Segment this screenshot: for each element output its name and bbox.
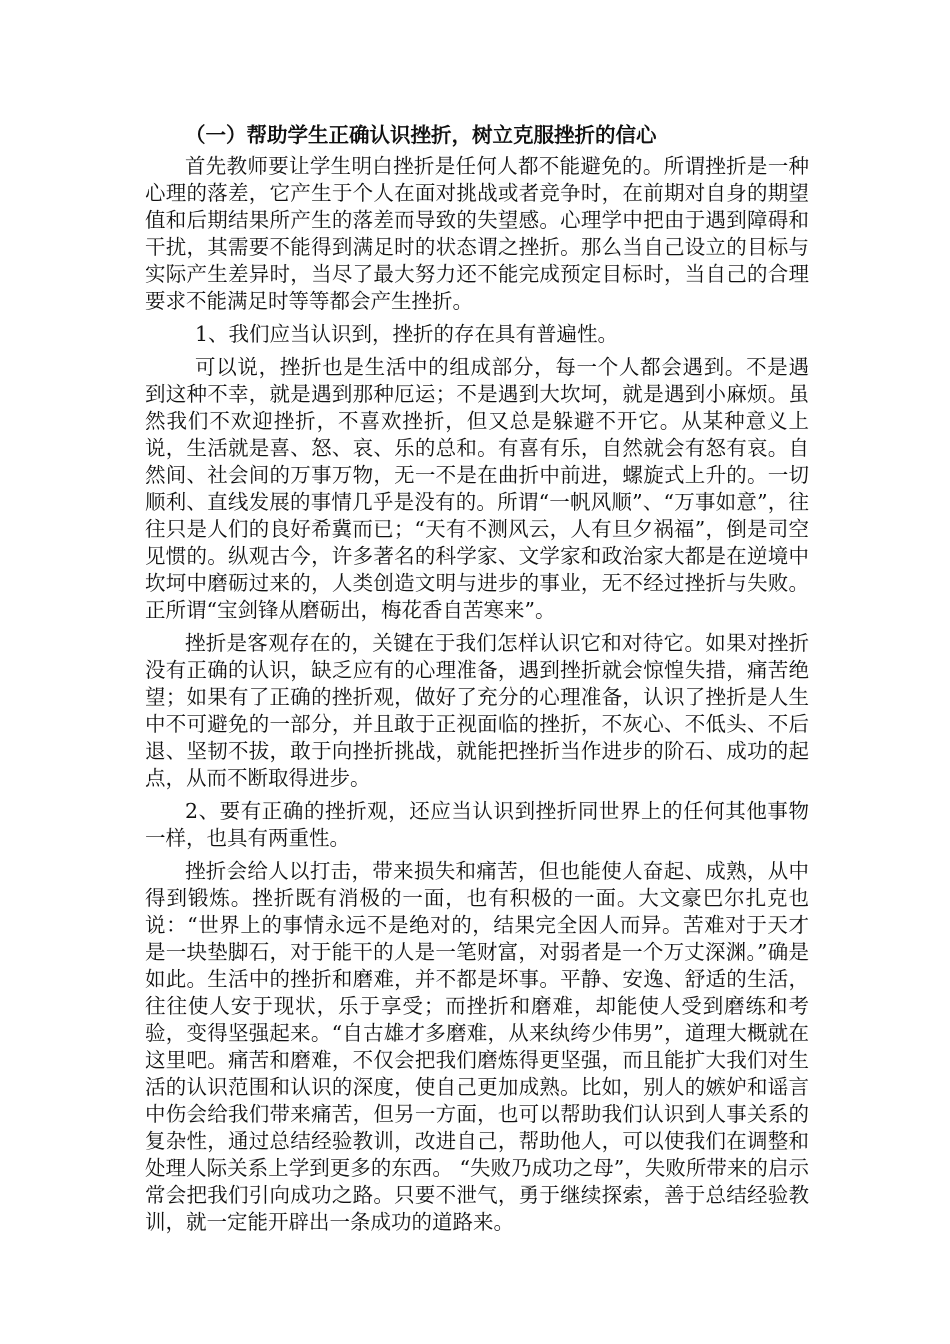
paragraph-universality: 可以说，挫折也是生活中的组成部分，每一个人都会遇到。不是遇到这种不幸，就是遇到那种厄运；不是遇到大坎坷，就是遇到小麻烦。虽然我们不欢迎挫折，不喜欢挫折，但又总是躲避不开它。从某种意义上说，生活就是喜、怒、哀、乐的总和。有喜有乐，自然就会有怒有哀。自然间、社会间的万事万物，无一不是在曲折中前进，螺旋式上升的。一切顺利、直线发展的事情几乎是没有的。所谓“一帆风顺”、“万事如意”，往往只是人们的良好希冀而已；“天有不测风云，人有旦夕祸福”，倒是司空见惯的。纵观古今，许多著名的科学家、文学家和政治家大都是在逆境中坎坷中磨砺过来的，人类创造文明与进步的事业，无不经过挫折与失败。正所谓“宝剑锋从磨砺出，梅花香自苦寒来”。 <box>145 355 809 622</box>
paragraph-attitude: 挫折是客观存在的，关键在于我们怎样认识它和对待它。如果对挫折没有正确的认识，缺乏应有的心理准备，遇到挫折就会惊惶失措，痛苦绝望；如果有了正确的挫折观，做好了充分的心理准备，认识了挫折是人生中不可避免的一部分，并且敢于正视面临的挫折，不灰心、不低头、不后退、坚韧不拔，敢于向挫折挑战，就能把挫折当作进步的阶石、成功的起点，从而不断取得进步。 <box>145 631 809 790</box>
paragraph-intro: 首先教师要让学生明白挫折是任何人都不能避免的。所谓挫折是一种心理的落差，它产生于个人在面对挑战或者竞争时，在前期对自身的期望值和后期结果所产生的落差而导致的失望感。心理学中把由于遇到障碍和干扰，其需要不能得到满足时的状态谓之挫折。那么当自己设立的目标与实际产生差异时，当尽了最大努力还不能完成预定目标时，当自己的合理要求不能满足时等等都会产生挫折。 <box>145 154 809 313</box>
paragraph-duality: 挫折会给人以打击，带来损失和痛苦，但也能使人奋起、成熟，从中得到锻炼。挫折既有消极的一面，也有积极的一面。大文豪巴尔扎克也说：“世界上的事情永远不是绝对的，结果完全因人而异。苦难对于天才是一块垫脚石，对于能干的人是一笔财富，对弱者是一个万丈深渊。”确是如此。生活中的挫折和磨难，并不都是坏事。平静、安逸、舒适的生活，往往使人安于现状，乐于享受；而挫折和磨难，却能使人受到磨练和考验，变得坚强起来。“自古雄才多磨难，从来纨绔少伟男”，道理大概就在这里吧。痛苦和磨难，不仅会把我们磨炼得更坚强，而且能扩大我们对生活的认识范围和认识的深度，使自己更加成熟。比如，别人的嫉妒和谣言中伤会给我们带来痛苦，但另一方面，也可以帮助我们认识到人事关系的复杂性，通过总结经验教训，改进自己，帮助他人，可以使我们在调整和处理人际关系上学到更多的东西。 “失败乃成功之母”，失败所带来的启示常会把我们引向成功之路。只要不泄气，勇于继续探索，善于总结经验教训，就一定能开辟出一条成功的道路来。 <box>145 859 809 1234</box>
point-1-heading: 1、我们应当认识到，挫折的存在具有普遍性。 <box>195 322 619 346</box>
point-2-heading: 2、要有正确的挫折观，还应当认识到挫折同世界上的任何其他事物一样，也具有两重性。 <box>145 799 809 850</box>
document-page <box>145 122 809 1242</box>
section-heading: （一）帮助学生正确认识挫折，树立克服挫折的信心 <box>185 123 657 147</box>
